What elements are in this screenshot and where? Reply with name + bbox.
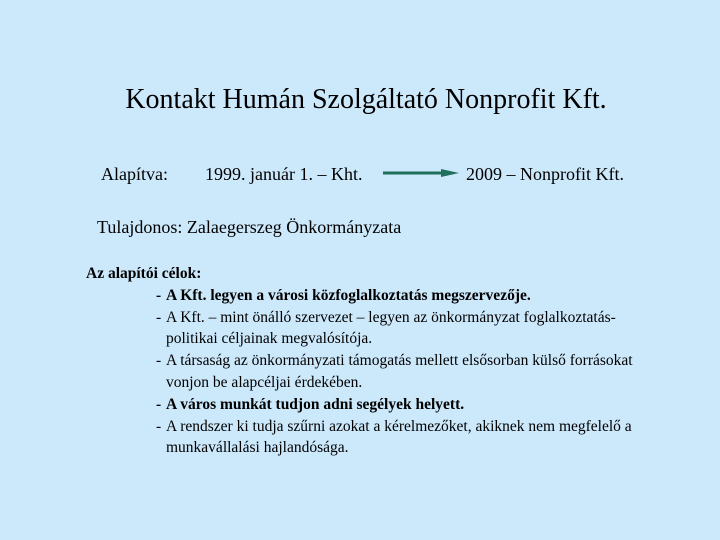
goal-item <box>156 307 656 351</box>
goal-text: A város munkát tudjon adni segélyek helyett. <box>166 395 465 413</box>
goal-item <box>156 350 656 394</box>
goal-dash: - <box>156 395 162 413</box>
founded-to-value: 2009 – Nonprofit Kft. <box>466 164 624 184</box>
goals-section <box>86 263 656 459</box>
goals-heading: Az alapítói célok: <box>86 265 202 282</box>
goal-text: A Kft. legyen a városi közfoglalkoztatás megszervezője. <box>166 286 531 304</box>
goal-item <box>156 416 656 460</box>
goal-dash: - <box>156 308 162 326</box>
page-title: Kontakt Humán Szolgáltató Nonprofit Kft. <box>125 84 607 115</box>
goal-text: A rendszer ki tudja szűrni azokat a kérelmezőket, akiknek nem megfelelő a munkavállalási hajlandósága. <box>166 417 632 457</box>
founded-from-value: 1999. január 1. – Kht. <box>205 164 363 184</box>
goal-text: A társaság az önkormányzati támogatás mellett elsősorban külső forrásokat vonjon be alapcéljai érdekében. <box>166 352 633 391</box>
owner-line: Tulajdonos: Zalaegerszeg Önkormányzata <box>97 217 402 237</box>
goal-dash: - <box>156 352 162 370</box>
goal-item <box>156 394 656 416</box>
goal-dash: - <box>156 286 162 304</box>
founded-label: Alapítva: <box>101 164 168 184</box>
goal-dash: - <box>156 417 162 435</box>
goal-item <box>156 285 656 307</box>
arrow-right-icon <box>383 166 459 180</box>
goal-text: A Kft. – mint önálló szervezet – legyen az önkormányzat foglalkoztatás-politikai céljainak megvalósítója. <box>166 308 616 348</box>
